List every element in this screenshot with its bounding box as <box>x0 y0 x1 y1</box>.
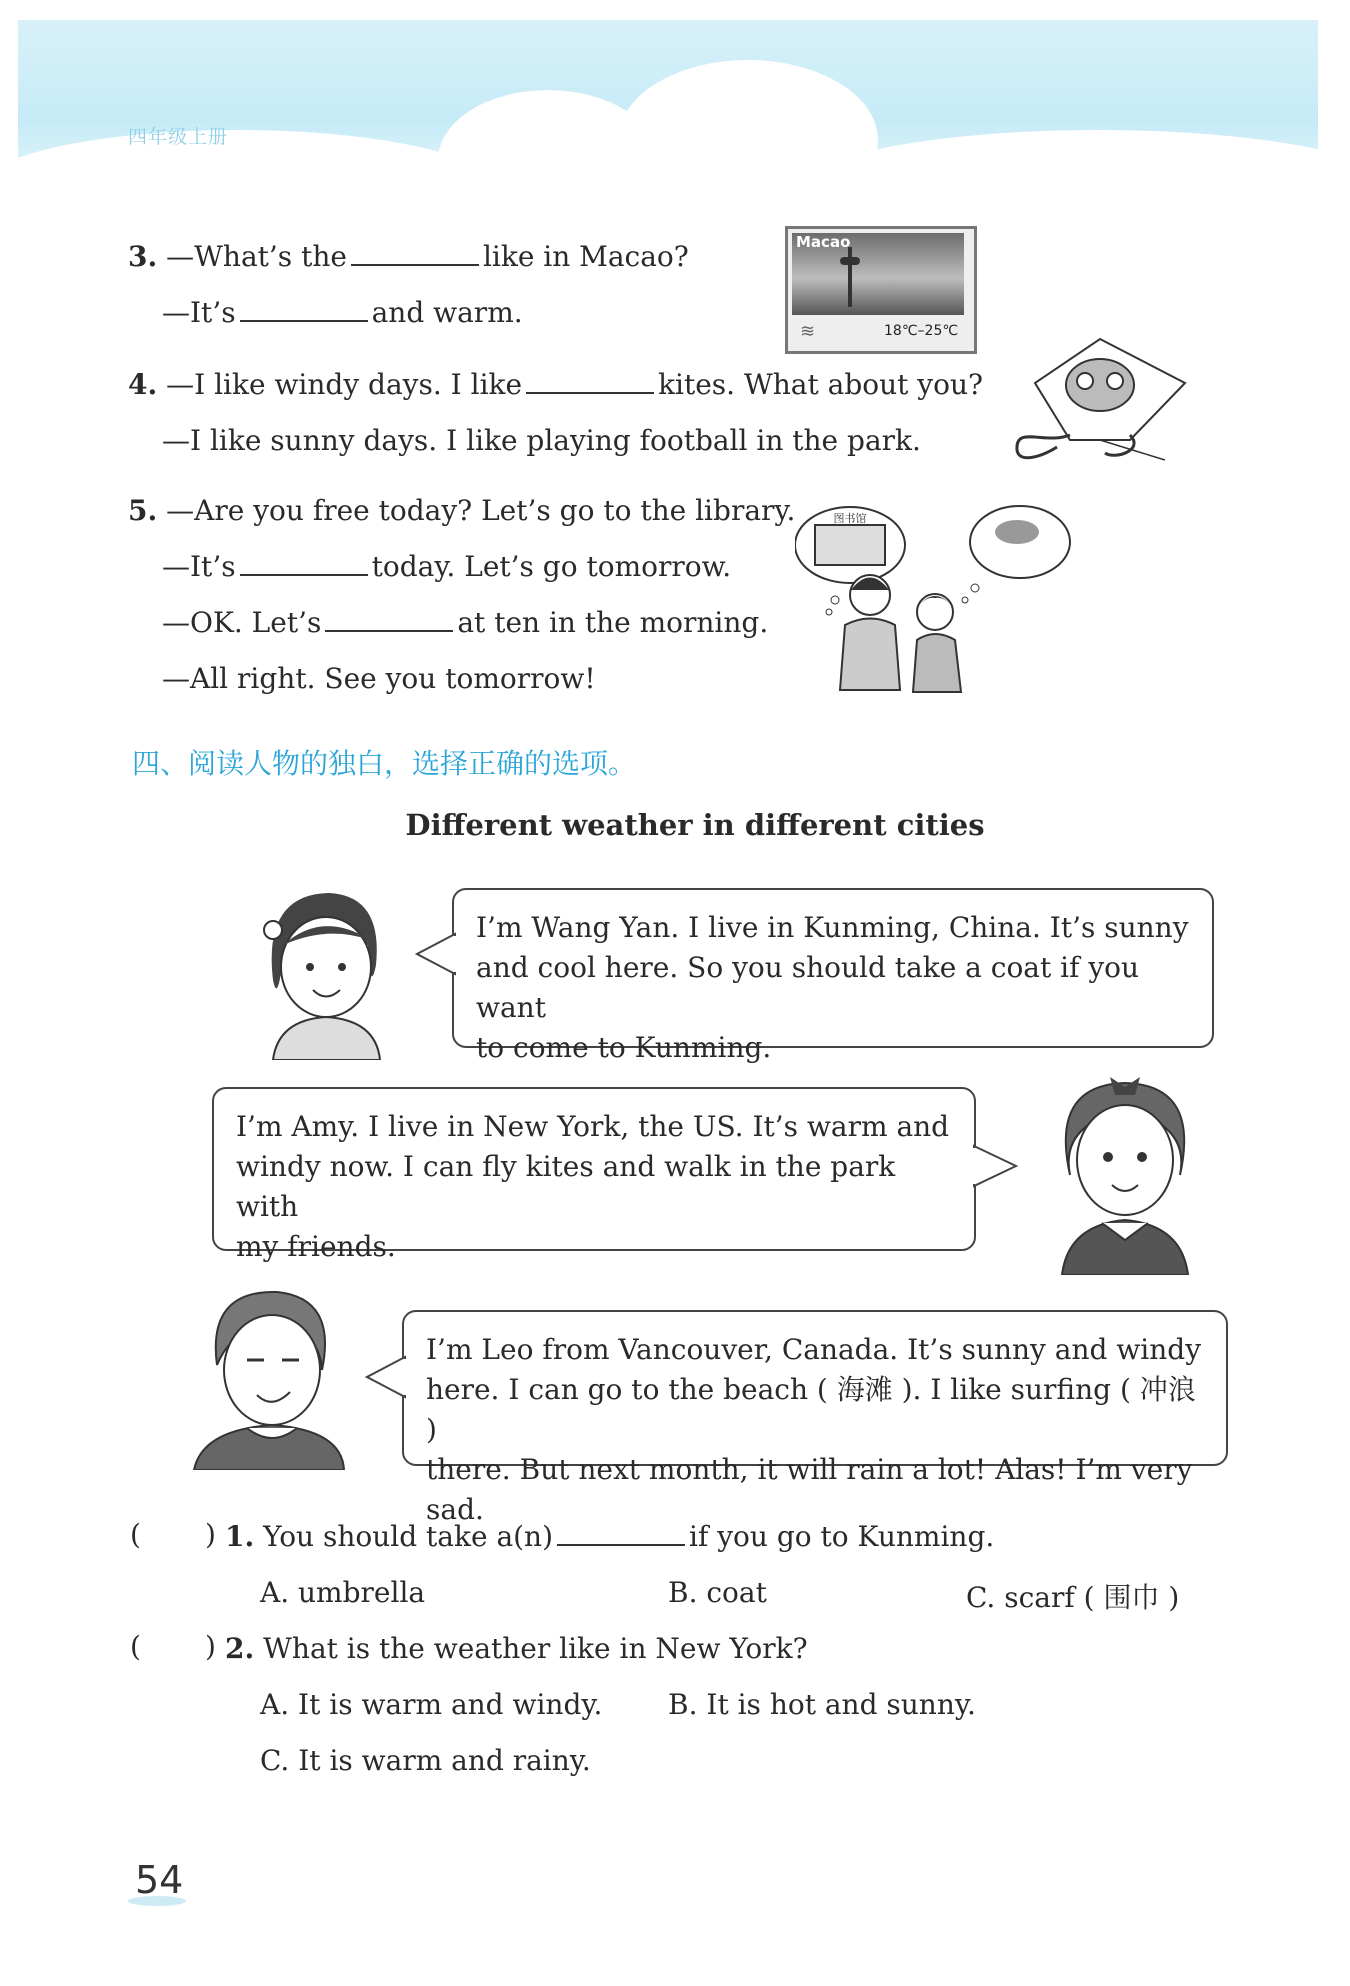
line-text: —All right. See you tomorrow! <box>162 662 596 695</box>
card-city: Macao <box>796 233 851 251</box>
wang-yan-portrait <box>258 885 388 1060</box>
answer-paren-close: ) <box>205 1630 216 1663</box>
monologue-line: there. But next month, it will rain a lot! Alas! I’m very sad. <box>426 1453 1193 1526</box>
page-number: 54 <box>135 1858 184 1902</box>
monologue-bubble-amy <box>212 1087 976 1263</box>
choice-q2-option-b[interactable]: B. It is hot and sunny. <box>668 1688 976 1721</box>
q4-line-2 <box>162 424 921 457</box>
answer-blank[interactable] <box>526 370 654 394</box>
monologue-line: to come to Kunming. <box>476 1031 772 1064</box>
monologue-line: windy now. I can fly kites and walk in the park with <box>236 1150 896 1223</box>
grade-label: 四年级上册 <box>128 126 229 148</box>
choice-q1-option-c[interactable]: C. scarf ( 围巾 ) <box>966 1581 1180 1614</box>
choice-q1-option-a[interactable]: A. umbrella <box>260 1576 426 1609</box>
line-text: —I like windy days. I like <box>166 368 523 401</box>
answer-blank[interactable] <box>240 298 368 322</box>
card-temperature: 18℃–25℃ <box>884 323 959 339</box>
choice-q1-option-b[interactable]: B. coat <box>668 1576 767 1609</box>
line-text: today. Let’s go tomorrow. <box>371 550 732 583</box>
answer-paren-close: ) <box>205 1518 216 1551</box>
monologue-line: I’m Wang Yan. I live in Kunming, China. It’s sunny <box>476 911 1189 944</box>
stem-text: if you go to Kunming. <box>689 1520 995 1553</box>
library-sign-text: 图书馆 <box>833 512 867 525</box>
header-band <box>18 20 1318 190</box>
monologue-line: here. I can go to the beach ( 海滩 ). I like surfing ( 冲浪 ) <box>426 1373 1196 1446</box>
monologue-bubble-leo <box>402 1310 1228 1526</box>
stem-text: What is the weather like in New York? <box>263 1632 808 1665</box>
answer-paren-open[interactable]: ( <box>130 1518 141 1551</box>
wind-icon: ≋ <box>800 321 816 342</box>
choice-q2-option-c[interactable]: C. It is warm and rainy. <box>260 1744 591 1777</box>
question-number: 1. <box>225 1520 255 1553</box>
section-title: 四、阅读人物的独白，选择正确的选项。 <box>132 747 637 780</box>
line-text: kites. What about you? <box>658 368 984 401</box>
monologue-bubble-wang-yan <box>452 888 1214 1064</box>
leo-portrait <box>192 1280 347 1470</box>
two-kids-illustration <box>795 500 1075 700</box>
line-text: —Are you free today? Let’s go to the library. <box>166 494 796 527</box>
tower-shape <box>840 257 860 265</box>
macao-weather-card <box>785 226 977 354</box>
choice-q2-option-a[interactable]: A. It is warm and windy. <box>260 1688 603 1721</box>
line-text: —It’s <box>162 296 236 329</box>
line-text: like in Macao? <box>482 240 689 273</box>
question-number: 4. <box>128 368 158 401</box>
line-text: —It’s <box>162 550 236 583</box>
line-text: and warm. <box>371 296 523 329</box>
stem-text: You should take a(n) <box>263 1520 554 1553</box>
choice-q2-stem <box>225 1632 808 1665</box>
answer-blank[interactable] <box>351 242 479 266</box>
monologue-line: I’m Amy. I live in New York, the US. It’s warm and <box>236 1110 950 1143</box>
answer-blank[interactable] <box>557 1522 685 1546</box>
question-number: 5. <box>128 494 158 527</box>
line-text: —I like sunny days. I like playing football in the park. <box>162 424 921 457</box>
answer-paren-open[interactable]: ( <box>130 1630 141 1663</box>
q5-line-3 <box>162 606 768 639</box>
butterfly-kite-illustration <box>1005 335 1195 465</box>
tower-shape <box>848 247 852 307</box>
question-number: 3. <box>128 240 158 273</box>
q3-line-1 <box>128 240 689 273</box>
question-number: 2. <box>225 1632 255 1665</box>
q4-line-1 <box>128 368 983 401</box>
monologue-line: my friends. <box>236 1230 396 1263</box>
answer-blank[interactable] <box>240 552 368 576</box>
q5-line-4 <box>162 662 596 695</box>
bubble-tail <box>972 1144 1018 1188</box>
q3-line-2 <box>162 296 523 329</box>
choice-q1-stem <box>225 1520 994 1553</box>
monologue-line: I’m Leo from Vancouver, Canada. It’s sunny and windy <box>426 1333 1202 1366</box>
answer-blank[interactable] <box>325 608 453 632</box>
line-text: —OK. Let’s <box>162 606 322 639</box>
q5-line-2 <box>162 550 731 583</box>
amy-portrait <box>1050 1065 1200 1275</box>
q5-line-1 <box>128 494 795 527</box>
reading-title: Different weather in different cities <box>405 808 985 842</box>
bubble-tail <box>415 932 457 976</box>
bubble-tail <box>365 1355 407 1399</box>
line-text: —What’s the <box>166 240 347 273</box>
line-text: at ten in the morning. <box>457 606 769 639</box>
monologue-line: and cool here. So you should take a coat if you want <box>476 951 1140 1024</box>
